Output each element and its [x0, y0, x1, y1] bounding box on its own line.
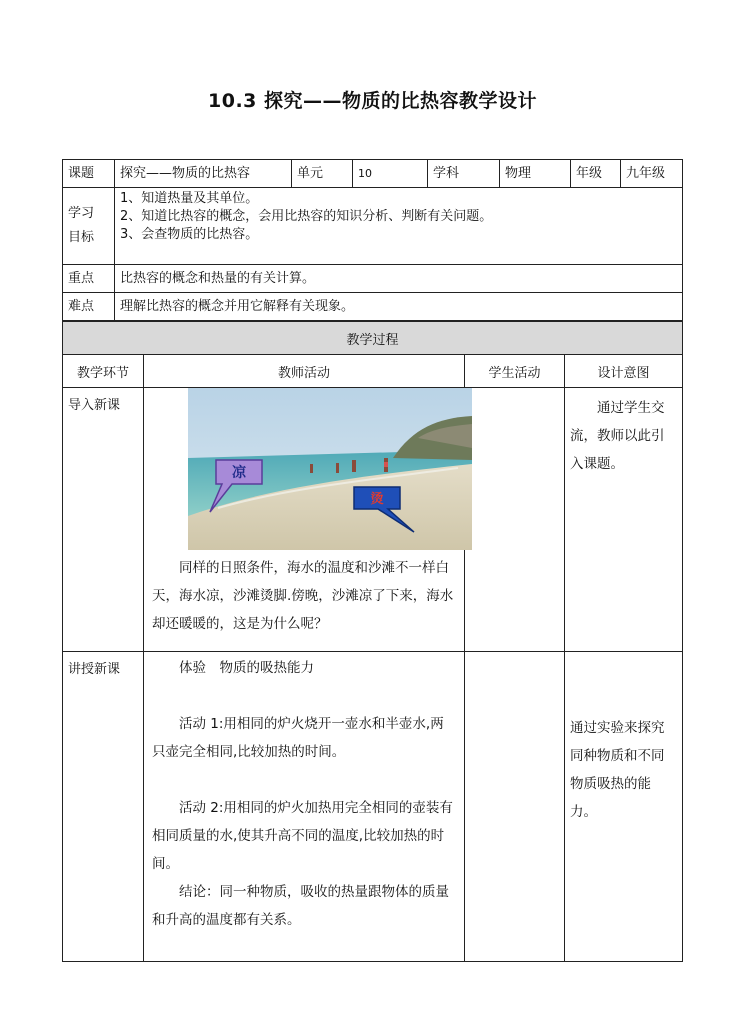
lecture-heading: 体验 物质的吸热能力	[179, 660, 314, 676]
col-intent: 设计意图	[565, 355, 683, 388]
col-stage: 教学环节	[63, 355, 144, 388]
intro-teacher-cell	[144, 388, 465, 652]
goals-label: 学习 目标	[63, 188, 115, 265]
intro-student	[465, 388, 565, 652]
col-student: 学生活动	[465, 355, 565, 388]
subject-value: 物理	[500, 160, 571, 188]
lecture-teacher-cell	[144, 652, 465, 962]
topic-value: 探究——物质的比热容	[115, 160, 292, 188]
goal-item: 1、知道热量及其单位。	[120, 191, 259, 206]
key-label: 重点	[63, 265, 115, 293]
lecture-stage: 讲授新课	[63, 652, 144, 962]
key-value: 比热容的概念和热量的有关计算。	[115, 265, 683, 293]
lecture-student	[465, 652, 565, 962]
topic-label: 课题	[63, 160, 115, 188]
difficulty-value: 理解比热容的概念并用它解释有关现象。	[115, 293, 683, 321]
intro-stage: 导入新课	[63, 388, 144, 652]
intro-text: 同样的日照条件，海水的温度和沙滩不一样白天，海水凉，沙滩烫脚.傍晚，沙滩凉了下来，海水却还暖暖的，这是为什么呢？	[152, 560, 454, 632]
lecture-intent: 通过实验来探究同种物质和不同物质吸热的能力。	[565, 652, 683, 962]
bubble-cool-label: 凉	[232, 465, 246, 481]
goal-item: 3、会查物质的比热容。	[120, 227, 259, 242]
activity-1: 活动 1:用相同的炉火烧开一壶水和半壶水,两只壶完全相同,比较加热的时间。	[152, 716, 444, 760]
beach-image	[188, 388, 472, 550]
document-title: 10.3 探究——物质的比热容教学设计	[208, 90, 537, 112]
bubble-hot-label: 烫	[370, 492, 384, 507]
unit-label: 单元	[292, 160, 353, 188]
process-table	[62, 321, 683, 962]
grade-label: 年级	[571, 160, 621, 188]
intro-intent: 通过学生交流，教师以此引入课题。	[565, 388, 683, 652]
goals-list	[115, 188, 683, 265]
info-table	[62, 159, 683, 321]
goal-item: 2、知道比热容的概念，会用比热容的知识分析、判断有关问题。	[120, 209, 493, 224]
subject-label: 学科	[428, 160, 500, 188]
activity-2: 活动 2:用相同的炉火加热用完全相同的壶装有相同质量的水,使其升高不同的温度,比较加热的时间。	[152, 800, 453, 872]
grade-value: 九年级	[621, 160, 683, 188]
unit-value: 10	[353, 160, 428, 188]
process-header: 教学过程	[63, 322, 683, 355]
difficulty-label: 难点	[63, 293, 115, 321]
col-teacher: 教师活动	[144, 355, 465, 388]
conclusion: 结论：同一种物质，吸收的热量跟物体的质量和升高的温度都有关系。	[152, 884, 449, 928]
